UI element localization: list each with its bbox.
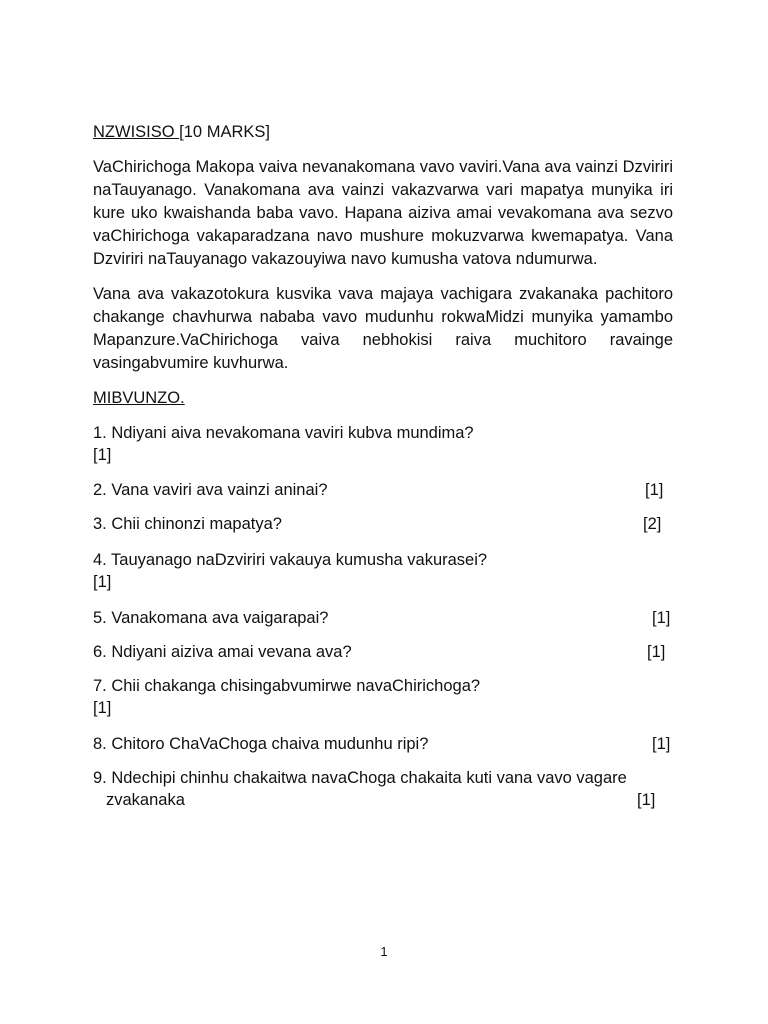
question-text: 1. Ndiyani aiva nevakomana vaviri kubva mundima?: [93, 424, 474, 442]
question-text: 6. Ndiyani aiziva amai vevana ava?: [93, 643, 352, 661]
passage-paragraph-2: Vana ava vakazotokura kusvika vava majaya vachigara zvakanaka pachitoro chakange chavhurwa nababa vavo mudunhu rokwaMidzi munyika yamambo Mapanzure.VaChirichoga vaiva nebhokisi raiva muchitoro ravainge vasingabvumire kuvhurwa.: [93, 285, 673, 372]
question-2: [93, 479, 673, 501]
question-mark: [1]: [93, 699, 112, 717]
total-marks: [10 MARKS]: [179, 123, 270, 141]
document-page: [93, 121, 673, 823]
question-text: 2. Vana vaviri ava vainzi aninai?: [93, 481, 328, 499]
question-5: [93, 607, 673, 629]
passage-paragraph-1: VaChirichoga Makopa vaiva nevanakomana vavo vaviri.Vana ava vainzi Dzviriri naTauyanago. Vanakomana ava vainzi vakazvarwa vari mapatya munyika iri kure uko kwaishanda baba vavo. Hapana aiziva amai vevakomana ava sezvo vaChirichoga vakaparadzana navo mushure mokuzvarwa kwemapatya. Vana Dzviriri naTauyanago vakazouyiwa navo kumusha vatova ndumurwa.: [93, 158, 673, 268]
comprehension-heading: [93, 121, 673, 144]
question-mark: [1]: [652, 609, 671, 627]
question-mark: [1]: [645, 481, 664, 499]
question-text: 8. Chitoro ChaVaChoga chaiva mudunhu ripi?: [93, 735, 429, 753]
section-title: NZWISISO: [93, 123, 180, 141]
question-7: [93, 675, 673, 719]
question-text: 4. Tauyanago naDzviriri vakauya kumusha vakurasei?: [93, 551, 488, 569]
question-9: [93, 767, 673, 811]
question-mark: [2]: [643, 515, 662, 533]
question-text: 5. Vanakomana ava vaigarapai?: [93, 609, 329, 627]
question-6: [93, 641, 673, 663]
question-mark: [1]: [652, 735, 671, 753]
question-mark: [1]: [637, 791, 656, 809]
question-3: [93, 513, 673, 535]
question-4: [93, 549, 673, 593]
question-8: [93, 733, 673, 755]
question-1: [93, 422, 673, 466]
questions-heading: MIBVUNZO.: [93, 389, 185, 407]
question-text: 7. Chii chakanga chisingabvumirwe navaChirichoga?: [93, 677, 481, 695]
question-mark: [1]: [93, 573, 112, 591]
question-text: 3. Chii chinonzi mapatya?: [93, 515, 282, 533]
question-text-continuation: zvakanaka: [106, 791, 185, 809]
question-mark: [1]: [647, 643, 666, 661]
question-mark: [1]: [93, 446, 112, 464]
question-text: 9. Ndechipi chinhu chakaitwa navaChoga chakaita kuti vana vavo vagare: [93, 769, 627, 787]
page-number: 1: [380, 944, 388, 959]
